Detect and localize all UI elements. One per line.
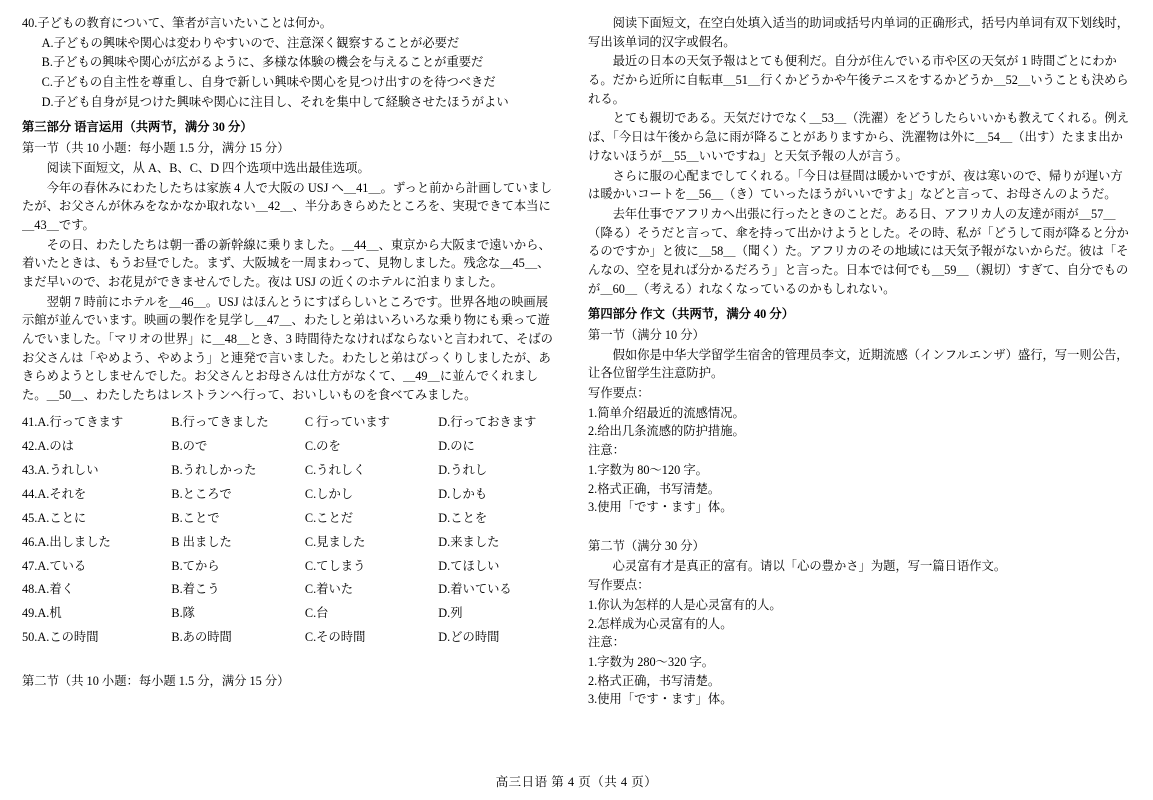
option-a-text: A.出しました [37,534,111,549]
part-three-section-one-instruction: 阅读下面短文，从 A、B、C、D 四个选项中选出最佳选项。 [46,160,370,175]
question-number: 43. [22,463,38,478]
note-1-2: 2.格式正确，书写清楚。 [588,481,721,496]
option-a-text: A.着く [37,582,74,597]
option-cell-b: B.あの時間 [171,630,232,645]
table-row [22,435,558,459]
option-cell-b: B.ので [171,439,208,454]
notes-label-1: 注意： [588,443,625,458]
option-a-text: A.うれしい [37,463,99,478]
question-number: 42. [22,439,38,454]
option-cell-b: B.てから [171,558,220,573]
option-cell-d: D.てほしい [438,558,500,573]
option-cell-b: B.行ってきました [171,415,269,430]
option-cell-b: B.ところで [171,486,232,501]
part-four-section-two-title: 第二节（满分 30 分） [588,538,705,553]
option-cell-c: C.しかし [304,486,354,501]
option-cell-c: C.着いた [304,582,354,597]
table-row [22,482,558,506]
part-four-section-one-body: 假如你是中华大学留学生宿舍的管理员李文，近期流感（インフルエンザ）盛行，写一则公告，让各位留学生注意防护。 [588,347,1129,381]
question-number: 45. [22,510,38,525]
question-number: 47. [22,558,38,573]
option-cell-c: C.ことだ [304,510,354,525]
option-a-text: A.机 [37,606,62,621]
table-row [22,411,558,435]
table-row [22,506,558,530]
option-cell-d: D.しかも [438,486,488,501]
question-40-options [22,34,558,112]
question-number: 49. [22,606,38,621]
option-cell-a [22,554,171,578]
table-row [22,626,558,650]
writing-point-1-2: 2.给出几条流感的防护措施。 [588,424,745,439]
question-number: 44. [22,486,38,501]
question-number: 46. [22,534,38,549]
two-column-layout [22,14,1131,754]
option-cell-b: B.隊 [171,606,195,621]
option-cell-d: D.うれし [438,463,488,478]
question-40-option-a: A.子どもの興味や関心は変わりやすいので、注意深く観察することが必要だ [41,35,460,50]
grammar-passage-paragraph-1: 最近の日本の天気予報はとても便利だ。自分が住んでいる市や区の天気が 1 時間ごとにわかる。だから近所に自転車＿51＿行くかどうかや午後テニスをするかどうか＿52＿いうことも決められる。 [588,54,1129,106]
option-cell-d: D.どの時間 [438,630,500,645]
part-four-section-two-body: 心灵富有才是真正的富有。请以「心の豊かさ」为题，写一篇日语作文。 [612,558,1007,573]
writing-points-label-2: 写作要点： [588,578,650,593]
question-40-option-d: D.子ども自身が見つけた興味や関心に注目し、それを集中して経験させたほうがよい [41,94,509,109]
option-cell-a [22,602,171,626]
option-a-text: A.ている [37,558,87,573]
option-cell-a [22,506,171,530]
option-cell-c: C.台 [304,606,329,621]
table-row [22,602,558,626]
option-cell-a [22,482,171,506]
option-cell-d: D.来ました [438,534,500,549]
grammar-passage-paragraph-2: とても親切である。天気だけでなく＿53＿（洗濯）をどうしたらいいかも教えてくれる。例えば、「今日は午後から急に雨が降ることがありますから、洗濯物は外に＿54＿（出す）たまま出かけないほうが＿55＿いいですね」と天気予報の人が言う。 [588,111,1130,163]
question-40-option-b: B.子どもの興味や関心が広がるように、多様な体験の機会を与えることが重要だ [41,55,484,70]
writing-point-2-2: 2.怎样成为心灵富有的人。 [588,616,733,631]
part-three-section-two-title: 第二节（共 10 小题：每小题 1.5 分，满分 15 分） [22,673,290,688]
reading-passage-paragraph-2: その日、わたしたちは朝一番の新幹線に乗りました。＿44＿、東京から大阪まで遠いから、着いたときは、もうお昼でした。まず、大阪城を一周まわって、見物しました。残念な＿45＿、まだ早いので、お花見ができませんでした。夜は USJ の近くのホテルに泊まりました。 [22,237,551,289]
reading-passage-paragraph-3: 翌朝 7 時前にホテルを＿46＿。USJ はほんとうにすばらしいところです。世界各地の映画展示館が並んでいます。映画の製作を見学し＿47＿、わたしと弟はいろいろな乗り物にも乗って遊んでいました。「マリオの世界」に＿48＿とき、3 時間待たなければならないと言われて、そばのお父さんは「やめよう、やめよう」と連発で言いました。わたしと弟はびっくりしましたが、あきらめようとしませんでした。お父さんとお母さんは仕方がなくて、＿49＿に並んでくれました。＿50＿、わたしたちはレストランへ行って、おいしいものを食べてみました。 [22,294,553,403]
option-a-text: A.ことに [37,510,87,525]
part-four-section-one-title: 第一节（满分 10 分） [588,328,705,342]
part-four-title: 第四部分 作文（共两节，满分 40 分） [588,307,794,322]
option-cell-d: D.着いている [438,582,512,597]
writing-points-label-1: 写作要点： [588,386,650,401]
right-column [588,14,1131,754]
part-three-section-one-title: 第一节（共 10 小题：每小题 1.5 分，满分 15 分） [22,141,290,156]
section-spacer [588,517,1131,537]
option-cell-c: C.見ました [304,534,366,549]
grammar-passage-paragraph-3: さらに服の心配までしてくれる。「今日は昼間は暖かいですが、夜は寒いので、帰りが遅い方は暖かいコートを＿56＿（き）ていったほうがいいですよ」などと言って、お母さんのようだ。 [588,168,1123,202]
option-a-text: A.それを [37,486,87,501]
option-cell-c: C.てしまう [304,558,366,573]
question-number: 50. [22,630,38,645]
question-number: 41. [22,415,38,430]
option-cell-a [22,435,171,459]
reading-passage-paragraph-1: 今年の春休みにわたしたちは家族 4 人で大阪の USJ へ＿41＿。ずっと前から計画していましたが、お父さんが休みをなかなか取れない＿42＿、半分あきらめたところを、実現できて本当に＿43＿です。 [22,180,553,232]
option-cell-c: C.その時間 [304,630,366,645]
option-cell-a [22,530,171,554]
question-40-option-c: C.子どもの自主性を尊重し、自身で新しい興味や関心を見つけ出すのを待つべきだ [41,75,496,90]
section-two-instruction: 阅读下面短文，在空白处填入适当的助词或括号内单词的正确形式，括号内单词有双下划线时，写出该单词的汉字或假名。 [588,16,1130,49]
option-cell-d: D.列 [438,606,463,621]
question-40-stem: 40.子どもの教育について、筆者が言いたいことは何か。 [22,16,333,30]
option-cell-c: C 行っています [304,415,390,430]
table-row [22,530,558,554]
option-cell-c: C.うれしく [304,463,366,478]
cloze-options-table [22,411,558,650]
option-cell-b: B 出ました [171,534,232,549]
option-cell-b: B.ことで [171,510,220,525]
option-cell-a [22,411,171,435]
option-cell-d: D.ことを [438,510,488,525]
option-a-text: A.行ってきます [37,415,124,430]
option-cell-b: B.着こう [171,582,220,597]
option-a-text: A.この時間 [37,630,99,645]
option-a-text: A.のは [37,439,74,454]
note-2-1: 1.字数为 280～320 字。 [588,655,715,669]
notes-label-2: 注意： [588,635,625,650]
part-three-title: 第三部分 语言运用（共两节，满分 30 分） [22,120,253,135]
writing-point-2-1: 1.你认为怎样的人是心灵富有的人。 [588,597,782,612]
option-cell-c: C.のを [304,439,341,454]
table-row [22,578,558,602]
writing-point-1-1: 1.简单介绍最近的流感情况。 [588,405,745,420]
grammar-passage-paragraph-4: 去年仕事でアフリカへ出張に行ったときのことだ。ある日、アフリカ人の友達が雨が＿57＿（降る）そうだと言って、傘を持って出かけようとした。その時、私が「どうして雨が降ると分かるのですか」と彼に＿58＿（聞く）た。アフリカのその地域には天気予報がないからだ。彼は「そんなの、空を見れば分かるだろう」と言った。日本では何でも＿59＿（親切）すぎて、自分でもの が＿60＿（考える）れなくなっているのかもしれない。 [588,206,1129,296]
option-cell-d: D.のに [438,439,475,454]
option-cell-a [22,578,171,602]
option-cell-a [22,459,171,483]
left-column [22,14,558,754]
note-2-2: 2.格式正确，书写清楚。 [588,673,721,688]
table-row [22,459,558,483]
page-footer: 高三日语 第 4 页（共 4 页） [495,775,658,789]
option-cell-a [22,626,171,650]
note-1-3: 3.使用「です・ます」体。 [588,500,733,515]
note-1-1: 1.字数为 80～120 字。 [588,462,708,477]
question-number: 48. [22,582,38,597]
option-cell-b: B.うれしかった [171,463,257,478]
option-cell-d: D.行っておきます [438,415,537,430]
table-row [22,554,558,578]
note-2-3: 3.使用「です・ます」体。 [588,692,733,707]
